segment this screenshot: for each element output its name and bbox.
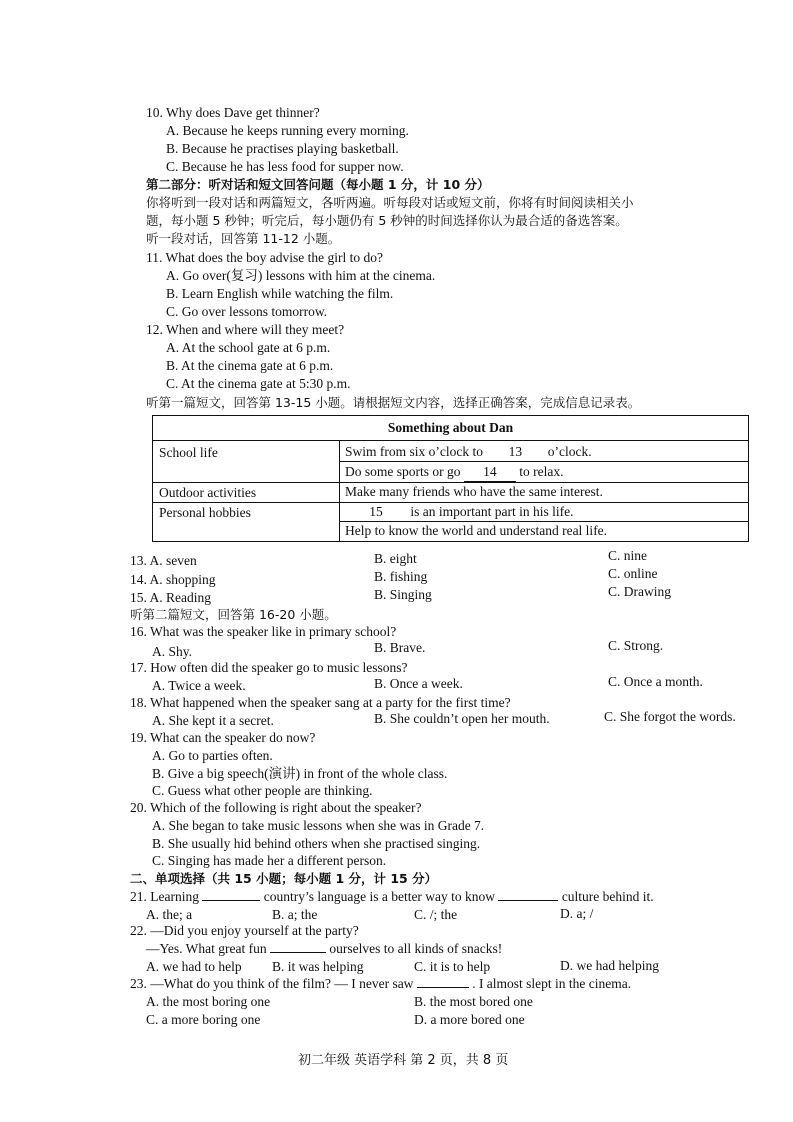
- q23-option-c: C. a more boring one: [146, 1012, 261, 1027]
- q15-option-a: 15. A. Reading: [130, 590, 211, 605]
- q10-option-a: A. Because he keeps running every morning.: [166, 123, 409, 138]
- q21-blank-1: [202, 900, 260, 901]
- q11-option-b: B. Learn English while watching the film.: [166, 286, 394, 301]
- q22-option-d: D. we had helping: [560, 958, 659, 973]
- page-footer: 初二年级 英语学科 第 2 页，共 8 页: [298, 1053, 509, 1068]
- q13-option-c: C. nine: [608, 548, 647, 563]
- q17-option-b: B. Once a week.: [374, 676, 463, 691]
- q12-stem: 12. When and where will they meet?: [146, 322, 345, 337]
- q19-option-b: B. Give a big speech(演讲) in front of the whole class.: [152, 766, 448, 781]
- q10-option-b: B. Because he practises playing basketball.: [166, 141, 399, 156]
- row-label-outdoor: Outdoor activities: [159, 485, 257, 500]
- hobbies-line-1: 15 is an important part in his life.: [345, 503, 573, 522]
- q23-option-b: B. the most bored one: [414, 994, 533, 1009]
- q18-stem: 18. What happened when the speaker sang at a party for the first time?: [130, 695, 511, 710]
- table-title: Something about Dan: [153, 416, 748, 441]
- q17-option-a: A. Twice a week.: [152, 678, 246, 693]
- q19-stem: 19. What can the speaker do now?: [130, 730, 316, 745]
- q22-stem-1: 22. —Did you enjoy yourself at the party?: [130, 923, 359, 938]
- q21-option-b: B. a; the: [272, 907, 318, 922]
- q17-stem: 17. How often did the speaker go to music lessons?: [130, 660, 408, 675]
- dialog-instruction: 听一段对话，回答第 11-12 小题。: [146, 231, 341, 246]
- q23-blank: [417, 987, 469, 988]
- q21-blank-2: [498, 900, 558, 901]
- q18-option-b: B. She couldn’t open her mouth.: [374, 711, 550, 726]
- q13-option-a: 13. A. seven: [130, 553, 197, 568]
- q12-option-b: B. At the cinema gate at 6 p.m.: [166, 358, 334, 373]
- q18-option-c: C. She forgot the words.: [604, 709, 736, 724]
- part2-instruction-1: 你将听到一段对话和两篇短文，各听两遍。听每段对话或短文前，你将有时间阅读相关小: [146, 195, 634, 210]
- outdoor-line: Make many friends who have the same interest.: [345, 484, 603, 499]
- q23-option-a: A. the most boring one: [146, 994, 271, 1009]
- blank-13: 13: [486, 443, 544, 462]
- q16-option-a: A. Shy.: [152, 644, 193, 659]
- table-divider: [339, 441, 340, 541]
- q21-option-d: D. a; /: [560, 906, 594, 921]
- q12-option-a: A. At the school gate at 6 p.m.: [166, 340, 331, 355]
- part2-instruction-2: 题，每小题 5 秒钟；听完后，每小题仍有 5 秒钟的时间选择你认为最合适的备选答案。: [146, 213, 628, 228]
- school-life-line-2: Do some sports or go 14 to relax.: [345, 463, 563, 482]
- section2-heading: 二、单项选择（共 15 小题；每小题 1 分，计 15 分）: [130, 871, 438, 886]
- q14-option-c: C. online: [608, 566, 658, 581]
- q18-option-a: A. She kept it a secret.: [152, 713, 274, 728]
- q19-option-c: C. Guess what other people are thinking.: [152, 783, 373, 798]
- q14-option-a: 14. A. shopping: [130, 572, 216, 587]
- row-label-school-life: School life: [159, 445, 218, 460]
- q22-option-a: A. we had to help: [146, 959, 242, 974]
- q15-option-c: C. Drawing: [608, 584, 671, 599]
- blank-15: 15: [345, 503, 407, 522]
- q23-option-d: D. a more bored one: [414, 1012, 525, 1027]
- q20-option-a: A. She began to take music lessons when she was in Grade 7.: [152, 818, 485, 833]
- q20-option-c: C. Singing has made her a different person.: [152, 853, 387, 868]
- q21-option-c: C. /; the: [414, 907, 458, 922]
- row-label-hobbies: Personal hobbies: [159, 505, 251, 520]
- q23-stem: 23. —What do you think of the film? — I never saw . I almost slept in the cinema.: [130, 976, 632, 991]
- q15-option-b: B. Singing: [374, 587, 432, 602]
- q11-option-a: A. Go over(复习) lessons with him at the cinema.: [166, 268, 436, 283]
- q10-stem: 10. Why does Dave get thinner?: [146, 105, 320, 120]
- passage1-instruction: 听第一篇短文，回答第 13-15 小题。请根据短文内容，选择正确答案，完成信息记录表。: [146, 395, 641, 410]
- q10-option-c: C. Because he has less food for supper now.: [166, 159, 404, 174]
- q21-option-a: A. the; a: [146, 907, 193, 922]
- q21-stem: 21. Learning country’s language is a better way to know culture behind it.: [130, 889, 654, 904]
- school-life-line-1: Swim from six o’clock to 13 o’clock.: [345, 443, 592, 462]
- q17-option-c: C. Once a month.: [608, 674, 703, 689]
- blank-14: 14: [464, 463, 516, 482]
- hobbies-line-2: Help to know the world and understand real life.: [345, 523, 608, 538]
- part2-heading: 第二部分：听对话和短文回答问题（每小题 1 分，计 10 分）: [146, 177, 490, 192]
- q11-stem: 11. What does the boy advise the girl to do?: [146, 250, 383, 265]
- q12-option-c: C. At the cinema gate at 5:30 p.m.: [166, 376, 351, 391]
- q16-option-b: B. Brave.: [374, 640, 426, 655]
- q22-blank: [270, 952, 326, 953]
- q22-option-c: C. it is to help: [414, 959, 491, 974]
- q16-option-c: C. Strong.: [608, 638, 664, 653]
- q20-option-b: B. She usually hid behind others when she practised singing.: [152, 836, 481, 851]
- info-record-table: [152, 415, 749, 542]
- q22-stem-2: —Yes. What great fun ourselves to all kinds of snacks!: [146, 941, 503, 956]
- q11-option-c: C. Go over lessons tomorrow.: [166, 304, 328, 319]
- q20-stem: 20. Which of the following is right about the speaker?: [130, 800, 422, 815]
- q16-stem: 16. What was the speaker like in primary school?: [130, 624, 397, 639]
- passage2-instruction: 听第二篇短文，回答第 16-20 小题。: [130, 607, 337, 622]
- q13-option-b: B. eight: [374, 551, 417, 566]
- q19-option-a: A. Go to parties often.: [152, 748, 273, 763]
- q22-option-b: B. it was helping: [272, 959, 364, 974]
- q14-option-b: B. fishing: [374, 569, 428, 584]
